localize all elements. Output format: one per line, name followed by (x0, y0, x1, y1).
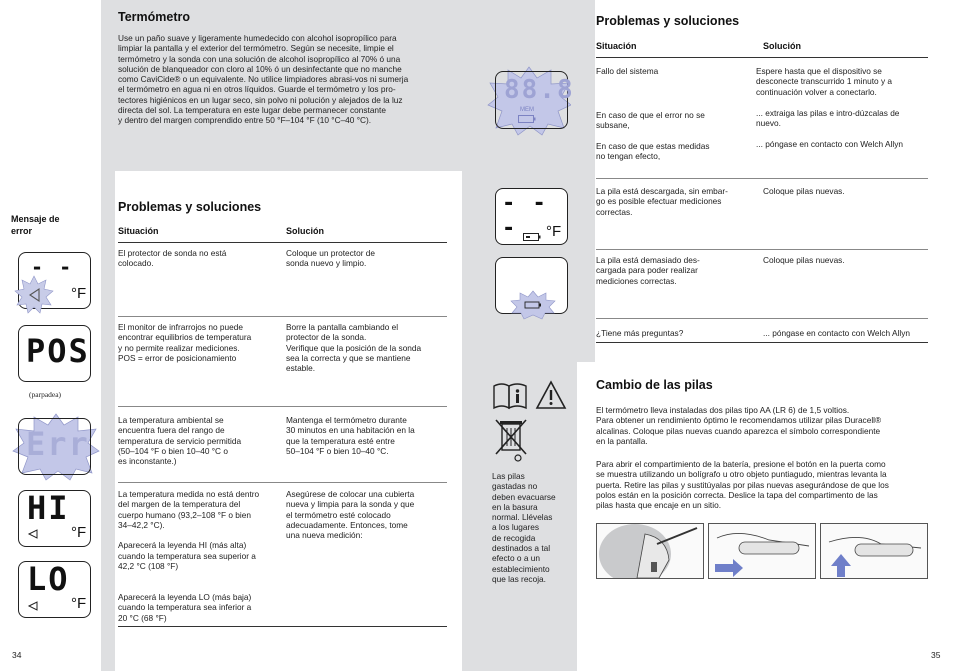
right-row6-solution: ... póngase en contacto con Welch Allyn (763, 328, 910, 338)
right-col-solution: Solución (763, 41, 801, 51)
left-row4-solution: Asegúrese de colocar una cubierta nueva y limpia para la sonda y que el termómetro esté colocado adecuadamente. Entonces, tome una nueva medición: (286, 489, 415, 541)
battery-empty-blink-icon (510, 290, 556, 320)
right-row3-solution: ... póngase en contacto con Welch Allyn (756, 139, 903, 149)
left-row1-solution: Coloque un protector de sonda nuevo y limpio. (286, 248, 376, 269)
lcd-err (18, 418, 91, 475)
lcd-system-fault (495, 71, 575, 129)
left-margin-column (101, 171, 115, 671)
lcd-dashes: - - (31, 255, 74, 279)
right-row4-solution: Coloque pilas nuevas. (763, 186, 845, 196)
right-row-rule-2 (596, 249, 928, 250)
probe-icon (27, 528, 39, 540)
right-table-bottom-rule (596, 342, 928, 343)
lift-door-drawing (821, 524, 927, 578)
probe-cover-blink-icon (14, 275, 54, 315)
left-row-rule-3 (118, 482, 447, 483)
left-row2-situation: El monitor de infrarrojos no puede encontrar equilibrios de temperatura y no permite realizar mediciones. POS = error de posicionamiento (118, 322, 252, 363)
battery-p2: Para abrir el compartimiento de la batería, presione el botón en la puerta como se muestra utilizando un bolígrafo u otro objeto puntiagudo, mientras levanta la puerta. Retire las pilas y sustitúyalas por pilas nuevas asegurándose de que los polos están en la posición correcta. Deslice la tapa del compartimento de las pilas hasta que encaje en un sitio. (596, 459, 889, 511)
right-row6-situation: ¿Tiene más preguntas? (596, 328, 684, 338)
probe-icon (27, 600, 39, 612)
right-row5-situation: La pila está demasiado des- cargada para poder realizar mediciones correctas. (596, 255, 700, 286)
lcd-battery-low (495, 188, 568, 245)
right-row-rule-1 (596, 178, 928, 179)
warning-icon (535, 380, 567, 410)
lcd-lo-text: LO (27, 560, 70, 598)
error-message-label: Mensaje de error (11, 214, 60, 236)
right-row1-solution: Espere hasta que el dispositivo se desconecte transcurrido 1 minuto y a continuación volver a conectarlo. (756, 66, 893, 97)
right-row1-situation: Fallo del sistema (596, 66, 659, 76)
lcd-pos-text: POS (26, 332, 90, 370)
battery-illustration-2 (708, 523, 816, 579)
right-header-band (577, 0, 595, 362)
left-row2-solution: Borre la pantalla cambiando el protector de la sonda. Verifique que la posición de la sonda sea la correcta y que se mantiene estable. (286, 322, 422, 374)
left-row1-situation: El protector de sonda no está colocado. (118, 248, 227, 269)
left-bottom-rule (118, 626, 447, 627)
read-manual-icon (492, 380, 528, 410)
right-page-number: 35 (931, 650, 941, 660)
right-row5-solution: Coloque pilas nuevas. (763, 255, 845, 265)
lcd-err-text: Err (26, 425, 90, 463)
lcd-unit-f: °F (71, 285, 87, 302)
left-header-rule (118, 242, 447, 243)
battery-illustration-3 (820, 523, 928, 579)
left-row-rule-1 (118, 316, 447, 317)
lcd-hi (18, 490, 91, 547)
left-problems-title: Problemas y soluciones (118, 200, 262, 214)
lcd-mem-label: MEM (520, 107, 534, 113)
press-button-drawing (597, 524, 703, 578)
right-row2-solution: ... extraiga las pilas e intro-dúzcalas de nuevo. (756, 108, 900, 129)
slide-door-drawing (709, 524, 815, 578)
right-col-situation: Situación (596, 41, 637, 51)
right-row4-situation: La pila está descargada, sin embar- go es posible efectuar mediciones correctas. (596, 186, 728, 217)
lcd-digits: 88.8 (504, 75, 575, 105)
lcd-lo (18, 561, 91, 618)
battery-p1: El termómetro lleva instaladas dos pilas tipo AA (LR 6) de 1,5 voltios. Para obtener un rendimiento óptimo le recomendamos utilizar pilas Duracell® alcalinas. Coloque pilas nuevas cuando aparezca el símbolo correspondiente en la pantalla. (596, 405, 882, 446)
battery-icon (518, 115, 536, 123)
left-row-rule-2 (118, 406, 447, 407)
right-row2-situation: En caso de que el error no se subsane, (596, 110, 705, 131)
lcd-lo-unit: °F (71, 595, 87, 612)
left-row3-solution: Mantenga el termómetro durante 30 minutos en una habitación en la que la temperatura esté entre 50–104 °F o bien 10–40 °C. (286, 415, 415, 456)
right-header-rule (596, 57, 928, 58)
blink-note: (parpadea) (29, 390, 62, 399)
left-row4-situation: La temperatura medida no está dentro del margen de la temperatura del cuerpo humano (93,2–108 °F o bien 34–42,2 °C). Aparecerá la leyenda HI (más alta) cuando la temperatura sea superior a 42,2 °C (108 °F) Aparecerá la leyenda LO (más baja) cuando la temperatura sea inferior a 20 °C (68 °F) (118, 489, 260, 623)
crossed-bin-icon (494, 418, 528, 466)
right-row3-situation: En caso de que estas medidas no tengan efecto, (596, 141, 710, 162)
lcd-pos (18, 325, 91, 382)
lcd-hi-unit: °F (71, 524, 87, 541)
thermometer-text: Use un paño suave y ligeramente humedecido con alcohol isopropílico para limpiar la pantalla y el exterior del termómetro. Según se necesite, limpie el termómetro y la sonda con una solución de alcohol isopropílico al 70% ó una solución de blanqueador con cloro al 10% ó un desinfectante que no manche como CaviCide® o un equivalente. No utilice limpiadores abrasi-vos ni sumerja el termómetro en agua ni en otros líquidos. Guarde el termómetro y los pro- tectores higiénicos en un lugar seco, sin polvo ni polución y alejados de la luz directa del sol. La temperatura en este lugar debe permanecer constante y dentro del margen comprendido entre 50 °F–104 °F (10 °C–40 °C). (118, 33, 409, 126)
disposal-text: Las pilas gastadas no deben evacuarse en la basura normal. Llévelas a los lugares de recogida destinados a tal efecto o a un establecimiento que las recoja. (492, 471, 556, 584)
left-row3-situation: La temperatura ambiental se encuentra fuera del rango de temperatura de servicio permitida (50–104 °F o bien 10–40 °C o es inconstante.) (118, 415, 242, 467)
battery-icon (523, 233, 541, 241)
thermometer-title: Termómetro (118, 10, 191, 24)
battery-illustration-1 (596, 523, 704, 579)
right-row-rule-3 (596, 318, 928, 319)
battery-title: Cambio de las pilas (596, 378, 713, 392)
left-col-solution: Solución (286, 226, 324, 236)
left-page-number: 34 (12, 650, 22, 660)
lcd-hi-text: HI (27, 489, 70, 527)
left-col-situation: Situación (118, 226, 159, 236)
lcd-battery-unit: °F (546, 223, 562, 240)
right-problems-title: Problemas y soluciones (596, 14, 740, 28)
lcd-dashes-right: - - - (502, 191, 548, 241)
